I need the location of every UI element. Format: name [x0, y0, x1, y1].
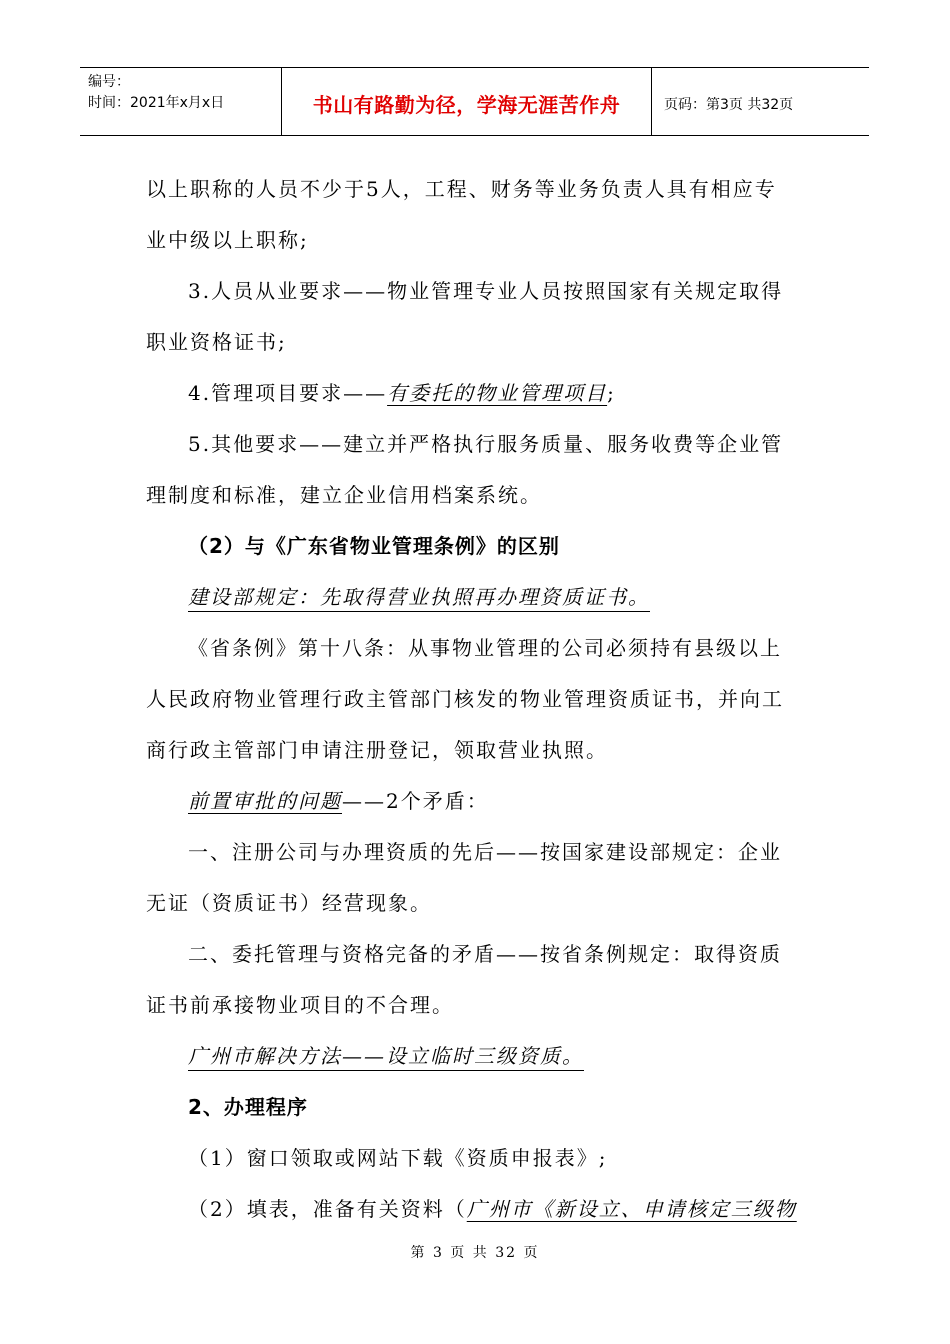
paragraph-line — [146, 368, 810, 419]
paragraph-line: 3.人员从业要求——物业管理专业人员按照国家有关规定取得 — [188, 279, 784, 303]
underlined-italic-text: 前置审批的问题 — [188, 789, 342, 813]
motto-text: 书山有路勤为径，学海无涯苦作舟 — [312, 93, 621, 117]
paragraph-line — [146, 776, 810, 827]
paragraph-line: 5.其他要求——建立并严格执行服务质量、服务收费等企业管 — [188, 432, 784, 456]
text-segment: ——2个矛盾： — [342, 789, 489, 813]
paragraph-line: 一、注册公司与办理资质的先后——按国家建设部规定：企业 — [188, 840, 782, 864]
paragraph-line: 商行政主管部门申请注册登记，领取营业执照。 — [146, 738, 608, 762]
paragraph-line: 理制度和标准，建立企业信用档案系统。 — [146, 483, 542, 507]
header-page-cell — [652, 68, 869, 135]
paragraph-line: 《省条例》第十八条：从事物业管理的公司必须持有县级以上 — [188, 636, 782, 660]
paragraph-line: 人民政府物业管理行政主管部门核发的物业管理资质证书，并向工 — [146, 687, 784, 711]
section-heading: （2）与《广东省物业管理条例》的区别 — [188, 534, 560, 558]
underlined-italic-text: 广州市《新设立、申请核定三级物 — [466, 1197, 797, 1221]
text-segment: ; — [607, 381, 616, 405]
paragraph-line: 以上职称的人员不少于5人，工程、财务等业务负责人具有相应专 — [146, 177, 777, 201]
paragraph-line: 无证（资质证书）经营现象。 — [146, 891, 432, 915]
number-label: 编号： — [88, 74, 130, 90]
paragraph-line — [146, 572, 810, 623]
underlined-italic-text: 建设部规定：先取得营业执照再办理资质证书。 — [188, 585, 650, 612]
paragraph-line: 职业资格证书; — [146, 330, 287, 354]
page-info: 页码：第3页 共32页 — [664, 96, 794, 113]
text-segment: 4.管理项目要求—— — [188, 381, 388, 405]
paragraph-line: 业中级以上职称; — [146, 228, 309, 252]
section-heading: 2、办理程序 — [188, 1095, 308, 1119]
text-segment: （2）填表，准备有关资料（ — [188, 1197, 467, 1221]
header-motto-cell — [282, 68, 652, 135]
header-meta-cell — [80, 68, 282, 135]
paragraph-line: 证书前承接物业项目的不合理。 — [146, 993, 454, 1017]
time-label: 时间：2021年x月x日 — [88, 95, 225, 111]
paragraph-line: 二、委托管理与资格完备的矛盾——按省条例规定：取得资质 — [188, 942, 782, 966]
document-body — [146, 164, 810, 1235]
paragraph-line: （1）窗口领取或网站下载《资质申报表》; — [188, 1146, 608, 1170]
underlined-italic-text: 有委托的物业管理项目 — [387, 381, 608, 405]
paragraph-line — [146, 1031, 810, 1082]
underlined-italic-text: 广州市解决方法——设立临时三级资质。 — [188, 1044, 584, 1071]
page-footer: 第 3 页 共 32 页 — [410, 1245, 540, 1261]
document-header — [80, 67, 869, 136]
paragraph-line — [146, 1184, 810, 1235]
